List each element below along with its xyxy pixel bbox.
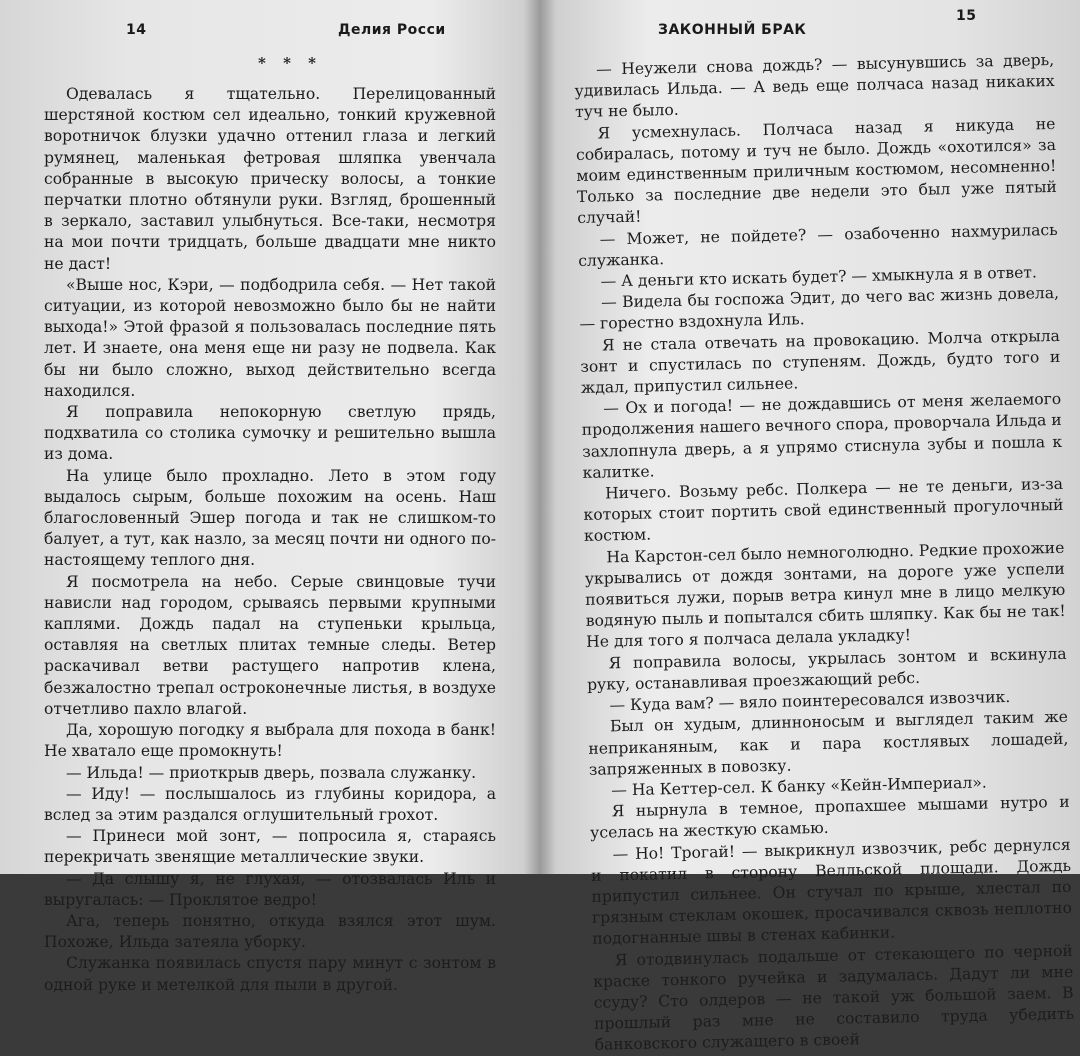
left-body-text bbox=[44, 84, 496, 996]
paragraph: — Может, не пойдете? — озабоченно нахмурилась служанка. bbox=[578, 220, 1058, 270]
paragraph: — Ох и погода! — не дождавшись от меня желаемого продолжения нашего вечного спора, проворчала Ильда и захлопнула дверь, а я упрямо стиснула зубы и пошла к калитке. bbox=[581, 390, 1063, 482]
page-number: 14 bbox=[126, 22, 147, 38]
paragraph: На Карстон-сел было немноголюдно. Редкие прохожие укрывались от дождя зонтами, на дороге уже успели появиться лужи, порыв ветра кинул мне в лицо мелкую водяную пыль и попытался сбить шляпку. Как бы не так! Не для того я полчаса делала укладку! bbox=[584, 538, 1066, 652]
paragraph: — Да слышу я, не глухая, — отозвалась Иль и выругалась: — Проклятое ведро! bbox=[44, 869, 496, 909]
paragraph: Служанка появилась спустя пару минут с зонтом в одной руке и метелкой для пыли в другой. bbox=[44, 954, 496, 994]
page-number: 15 bbox=[956, 8, 977, 24]
paragraph: — Ильда! — приоткрыв дверь, позвала служанку. bbox=[66, 763, 477, 782]
paragraph: — Видела бы госпожа Эдит, до чего вас жизнь довела, — горестно вздохнула Иль. bbox=[579, 284, 1060, 334]
right-body-text bbox=[574, 50, 1075, 1056]
paragraph: Был он худым, длинноносым и выглядел таким же неприканяным, как и пара костлявых лошадей, запряженных в повозку. bbox=[588, 708, 1069, 779]
paragraph: Я поправила волосы, укрылась зонтом и вскинула руку, останавливая проезжающий ребс. bbox=[586, 644, 1067, 694]
right-page bbox=[540, 0, 1080, 1055]
paragraph: — Куда вам? — вяло поинтересовался извозчик. bbox=[609, 688, 1011, 715]
paragraph: Я усмехнулась. Полчаса назад я никуда не собиралась, потому и туч не было. Дождь «охотился» за моим единственным приличным костюмом, несомненно! Только за последние две недели это был уже пятый случай! bbox=[575, 114, 1057, 228]
paragraph: — Неужели снова дождь? — высунувшись за дверь, удивилась Ильда. — А ведь еще полчаса назад никаких туч не было. bbox=[574, 50, 1055, 122]
paragraph: Я не стала отвечать на провокацию. Молча открыла зонт и спустилась по ступеням. Дождь, будто того и ждал, припустил сильнее. bbox=[580, 326, 1061, 397]
paragraph: Ага, теперь понятно, откуда взялся этот шум. Похоже, Ильда затеяла уборку. bbox=[44, 911, 496, 952]
paragraph: Ничего. Возьму ребс. Полкера — не те деньги, из-за которых стоит портить свой единственный прогулочный костюм. bbox=[583, 474, 1064, 546]
running-head: ЗАКОННЫЙ БРАК bbox=[658, 22, 807, 38]
paragraph: Я посмотрела на небо. Серые свинцовые тучи нависли над городом, срываясь первыми крупными каплями. Дождь падал на ступеньки крыльца, оставляя на светлых плитах темные следы. Ветер раскачивал ветви растущего напротив клена, безжалостно трепал остроконечные листья, в воздухе отчетливо пахло влагой. bbox=[44, 572, 496, 718]
paragraph: — А деньги кто искать будет? — хмыкнула я в ответ. bbox=[600, 263, 1038, 291]
section-separator: * * * bbox=[258, 54, 322, 72]
paragraph: «Выше нос, Кэри, — подбодрила себя. — Нет такой ситуации, из которой невозможно было бы не найти выхода!» Этой фразой я пользовалась последние пять лет. И знаете, она меня еще ни разу не подвела. Как бы ни было сложно, выход действительно всегда находился. bbox=[44, 275, 496, 400]
paragraph: — На Кеттер-сел. К банку «Кейн-Империал». bbox=[611, 773, 987, 800]
paragraph: — Иду! — послышалось из глубины коридора, а вслед за этим раздался оглушительный грохот. bbox=[44, 784, 496, 824]
paragraph: Одевалась я тщательно. Перелицованный шерстяной костюм сел идеально, тонкий кружевной воротничок блузки удачно оттенил глаза и легкий румянец, маленькая фетровая шляпка увенчала собранные в высокую прическу волосы, а тонкие перчатки плотно обтянули руки. Взгляд, брошенный в зеркало, заставил улыбнуться. Все-таки, несмотря на мои почти тридцать, больше двадцати мне никто не даст! bbox=[44, 85, 496, 273]
paragraph: На улице было прохладно. Лето в этом году выдалось сырым, больше похожим на осень. Наш благословенный Эшер погода и так не слишком-то балует, а тут, как назло, за месяц почти ни одного по-настоящему теплого дня. bbox=[44, 466, 496, 570]
paragraph: — Но! Трогай! — выкрикнул извозчик, ребс дернулся и покатил в сторону Велльской площади. Дождь припустил сильнее. Он стучал по крыше, хлестал по грязным стеклам окошек, просачивался сквозь неплотно подогнанные швы в стенах кабинки. bbox=[590, 835, 1073, 949]
paragraph: Я нырнула в темное, пропахшее мышами нутро и уселась на жесткую скамью. bbox=[590, 792, 1070, 843]
paragraph: Да, хорошую погодку я выбрала для похода в банк! Не хватало еще промокнуть! bbox=[44, 721, 496, 761]
paragraph: — Принеси мой зонт, — попросила я, стараясь перекричать звенящие металлические звуки. bbox=[44, 827, 496, 867]
paragraph: Я отодвинулась подальше от стекающего по черной краске тонкого ручейка и задумалась. Дадут ли мне ссуду? Сто олдеров — не такой уж большой заем. В прошлый раз мне не составило труда убедить банковского служащего в своей bbox=[593, 941, 1075, 1055]
paragraph: Я поправила непокорную светлую прядь, подхватила со столика сумочку и решительно вышла из дома. bbox=[44, 403, 496, 464]
left-page bbox=[0, 0, 532, 994]
running-head: Делия Росси bbox=[338, 22, 446, 38]
